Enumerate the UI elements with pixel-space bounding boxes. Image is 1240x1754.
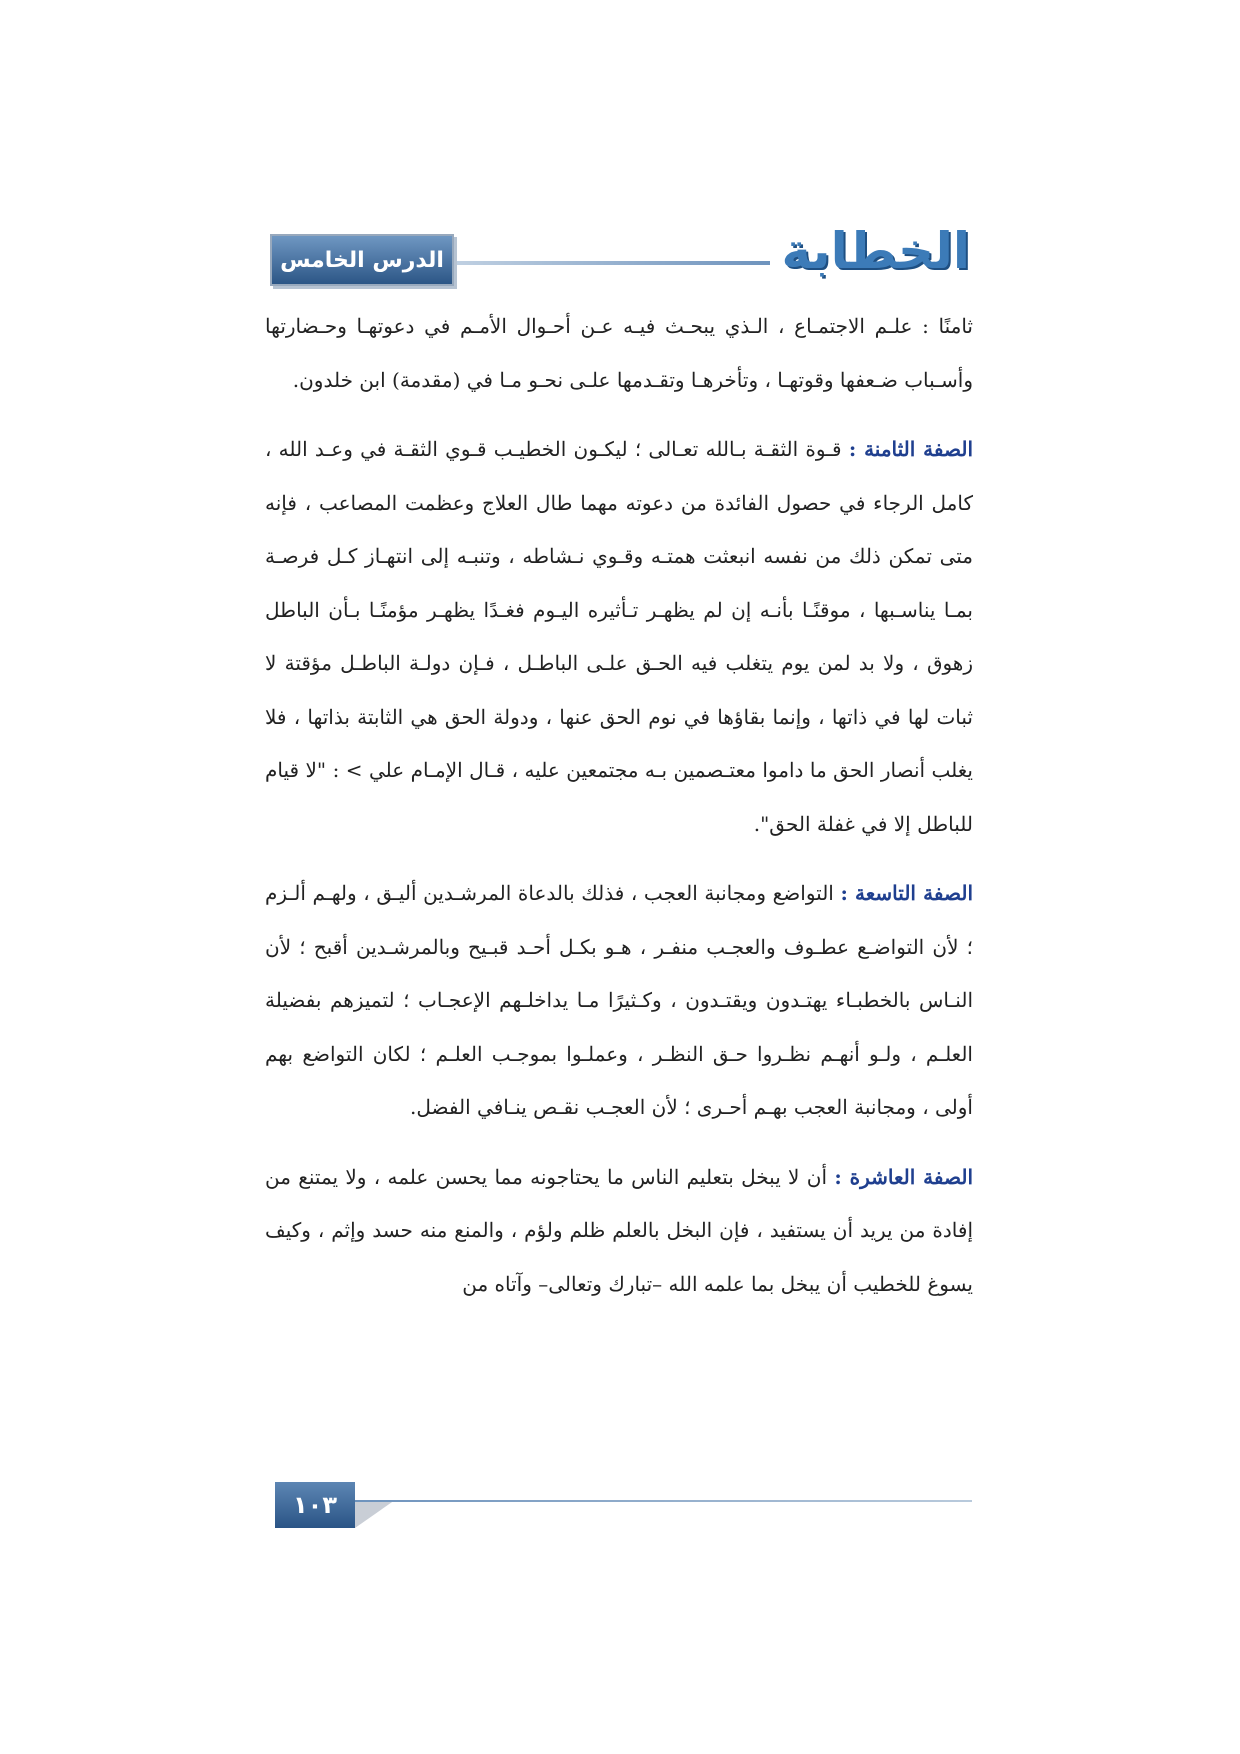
body-text <box>265 300 973 1327</box>
paragraph-4-text: أن لا يبخل بتعليم الناس ما يحتاجونه مما يحسن علمه ، ولا يمتنع من إفادة من يريد أن يستفيد ، فإن البخل بالعلم ظلم ولؤم ، والمنع منه حسد وإثم ، وكيف يسوغ للخطيب أن يبخل بما علمه الله –تبارك وتعالى– وآتاه من <box>265 1164 973 1296</box>
paragraph-3 <box>265 867 973 1135</box>
paragraph-4 <box>265 1151 973 1312</box>
page-number: ١٠٣ <box>275 1482 355 1528</box>
header-divider <box>420 261 770 265</box>
footer-divider <box>355 1500 972 1502</box>
page-header <box>270 222 970 288</box>
lesson-badge: الدرس الخامس <box>270 234 454 286</box>
paragraph-2-text: قـوة الثقـة بـالله تعـالى ؛ ليكـون الخطيـب قـوي الثقـة في وعـد الله ، كامل الرجاء في حصول الفائدة من دعوته مهما طال العلاج وعظمت المصاعب ، فإنه متى تمكن ذلك من نفسه انبعثت همتـه وقـوي نـشاطه ، وتنبـه إلى انتهـاز كـل فرصـة بمـا يناسـبها ، موقنًـا بأنـه إن لم يظهـر تـأثيره اليـوم فغـدًا يظهـر مؤمنًـا بـأن الباطل زهوق ، ولا بد لمن يوم يتغلب فيه الحـق علـى الباطـل ، فـإن دولـة الباطـل مؤقتة لا ثبات لها في ذاتها ، وإنما بقاؤها في نوم الحق عنها ، ودولة الحق هي الثابتة بذاتها ، فلا يغلب أنصار الحق ما داموا معتـصمين بـه مجتمعين عليه ، قـال الإمـام علي > : "لا قيام للباطل إلا في غفلة الحق". <box>265 437 973 836</box>
paragraph-3-term: الصفة التاسعة : <box>840 881 974 905</box>
footer-shade <box>355 1500 395 1528</box>
book-title: الخطابة <box>781 222 970 280</box>
paragraph-1 <box>265 300 973 407</box>
paragraph-2-term: الصفة الثامنة : <box>848 437 973 461</box>
paragraph-2 <box>265 423 973 851</box>
paragraph-4-term: الصفة العاشرة : <box>834 1164 973 1189</box>
paragraph-1-text: ثامنًا : علـم الاجتمـاع ، الـذي يبحـث فيـه عـن أحـوال الأمـم في دعوتهـا وحـضارتها وأسـباب ضـعفها وقوتهـا ، وتأخرهـا وتقـدمها علـى نحـو مـا في (مقدمة) ابن خلدون. <box>265 314 973 392</box>
paragraph-3-text: التواضع ومجانبة العجب ، فذلك بالدعاة المرشـدين أليـق ، ولهـم ألـزم ؛ لأن التواضـع عطـوف والعجـب منفـر ، هـو بكـل أحـد قبـيح وبالمرشـدين أقبح ؛ لأن النـاس بالخطبـاء يهتـدون ويقتـدون ، وكـثيرًا مـا يداخلـهم الإعجـاب ؛ لتميزهم بفضيلة العلـم ، ولـو أنهـم نظـروا حـق النظـر ، وعملـوا بموجـب العلـم ؛ لكان التواضع بهم أولى ، ومجانبة العجب بهـم أحـرى ؛ لأن العجـب نقـص ينـافي الفضل. <box>265 881 973 1119</box>
page-footer <box>275 1482 975 1530</box>
